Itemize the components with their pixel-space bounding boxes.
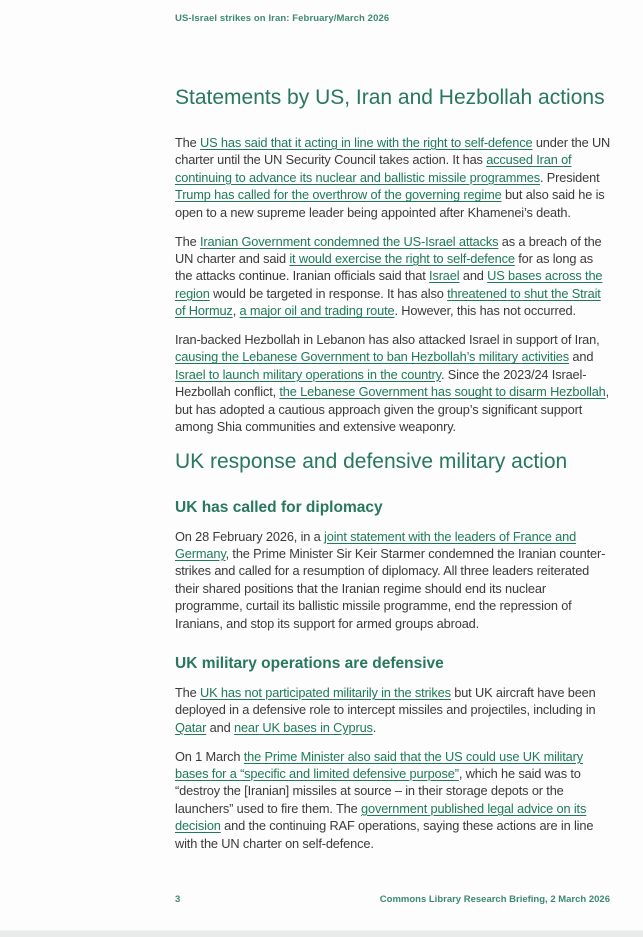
paragraph [175,748,612,852]
text-run: for as long as the attacks continue. Iranian officials said that [175,250,593,284]
inline-link[interactable]: Iranian Government condemned the US-Israel attacks [200,233,499,249]
text-run: Iran-backed Hezbollah in Lebanon has also attacked Israel in support of Iran, [175,332,600,348]
inline-link[interactable]: Israel to launch military operations in the country [175,366,441,382]
inline-link[interactable]: Israel [429,268,460,284]
paragraph [175,528,612,632]
document-body [175,86,612,852]
section-heading: UK response and defensive military action [175,449,568,473]
footer-label: Commons Library Research Briefing, 2 March 2026 [379,894,610,905]
text-run: , which he said was to “destroy the [Iranian] missiles at source – in their storage depots or the launchers” used to fire them. The [175,766,581,816]
inline-link[interactable]: the Prime Minister also said that the US could use UK military bases for a “specific and limited defensive purpose” [175,748,583,782]
paragraph [175,233,612,320]
subsection-heading: UK military operations are defensive [175,654,444,672]
page-number: 3 [175,894,181,905]
text-run: and [206,719,234,735]
text-run: but also said he is open to a new supreme leader being appointed after Khamenei’s death. [175,187,605,220]
paragraph [175,684,612,736]
text-run: . President [539,169,600,185]
inline-link[interactable]: joint statement with the leaders of France and Germany [175,528,577,561]
text-run: On 1 March [175,748,244,764]
inline-link[interactable]: US bases across the region [175,268,603,301]
inline-link[interactable]: government published legal advice on its decision [175,800,587,834]
inline-link[interactable]: US has said that it acting in line with the right to self-defence [200,135,533,150]
inline-link[interactable]: threatened to shut the Strait of Hormuz [175,285,601,319]
text-run: and the continuing RAF operations, saying these actions are in line with the UN charter on self-defence. [175,818,594,851]
inline-link[interactable]: UK has not participated militarily in the strikes [200,684,451,700]
section-heading: Statements by US, Iran and Hezbollah actions [175,86,605,109]
text-run: would be targeted in response. It has also [209,285,448,301]
text-run: The [175,233,201,249]
inline-link[interactable]: Trump has called for the overthrow of the governing regime [175,187,502,203]
text-run: under the UN charter until the UN Security Council takes action. It has [175,135,611,168]
inline-link[interactable]: near UK bases in Cyprus [233,719,373,735]
text-run: and [459,268,488,284]
text-run: The [175,135,201,150]
text-run: , [232,303,240,319]
document-content [175,0,612,864]
page-footer [175,894,610,905]
text-run: On 28 February 2026, in a [175,528,325,544]
inline-link[interactable]: a major oil and trading route [239,303,395,319]
subsection-heading: UK has called for diplomacy [175,498,383,516]
text-run: . [372,719,377,735]
paragraph [175,331,612,435]
text-run: . Since the 2023/24 Israel-Hezbollah conflict, [175,366,587,400]
text-run: . However, this has not occurred. [394,303,576,319]
inline-link[interactable]: accused Iran of continuing to advance its nuclear and ballistic missile programmes [175,152,572,185]
text-run: , but has adopted a cautious approach given the group’s significant support among Shia communities and extensive weaponry. [175,384,610,435]
text-run: The [175,684,201,700]
inline-link[interactable]: it would exercise the right to self-defence [289,250,515,266]
text-run: , the Prime Minister Sir Keir Starmer condemned the Iranian counter-strikes and called for a resumption of diplomacy. All three leaders reiterated their shared positions that the Iranian regime should end its nuclear programme, curtail its ballistic missile programme, end the repression of Iranians, and stop its support for armed groups abroad. [175,545,606,631]
running-header: US-Israel strikes on Iran: February/March 2026 [175,13,390,24]
inline-link[interactable]: causing the Lebanese Government to ban Hezbollah’s military activities [175,349,570,365]
inline-link[interactable]: the Lebanese Government has sought to disarm Hezbollah [279,384,606,400]
inline-link[interactable]: Qatar [175,719,207,735]
text-run: as a breach of the UN charter and said [175,233,602,266]
text-run: but UK aircraft have been deployed in a defensive role to intercept missiles and projectiles, including in [175,684,596,718]
text-run: and [569,349,594,365]
paragraph [175,134,612,221]
page-edge [0,930,643,937]
